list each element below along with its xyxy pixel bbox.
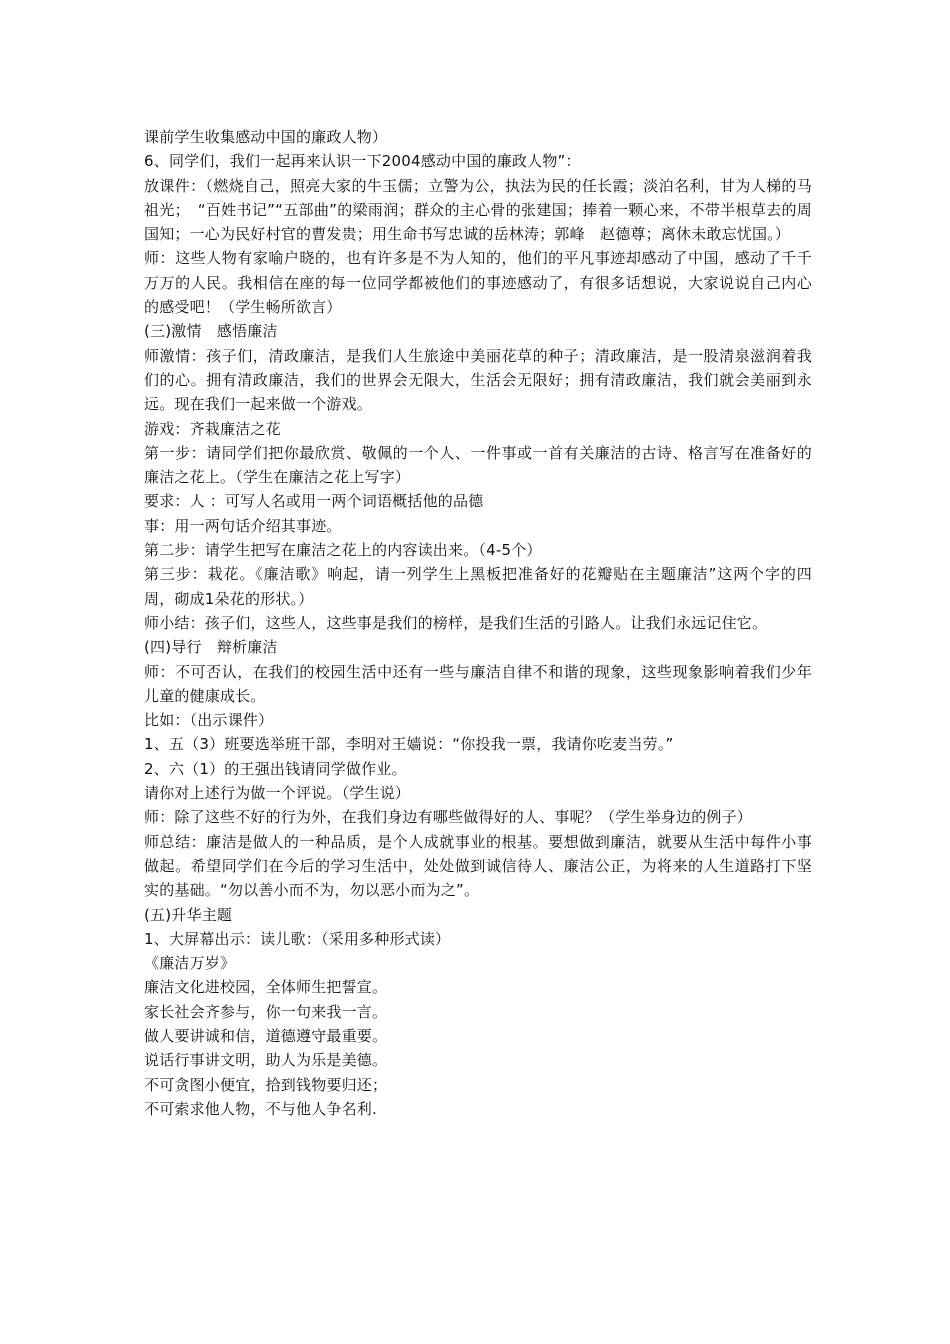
paragraph-teacher-inspire: 师激情：孩子们，清政廉洁，是我们人生旅途中美丽花草的种子；清政廉洁，是一股清泉滋润着我们的心。拥有清政廉洁，我们的世界会无限大，生活会无限好；拥有清政廉洁，我们就会美丽到永远。现在我们一起来做一个游戏。 — [144, 346, 812, 414]
paragraph-requirement-event: 事：用一两句话介绍其事迹。 — [144, 516, 342, 535]
section-heading-4: (四)导行 辩析廉洁 — [144, 638, 278, 657]
document-body — [144, 125, 812, 1121]
paragraph-teacher-summary: 师小结：孩子们，这些人，这些事是我们的榜样，是我们生活的引路人。让我们永远记住它。 — [144, 613, 768, 632]
paragraph-step-1: 第一步：请同学们把你最欣赏、敬佩的一个人、一件事或一首有关廉洁的古诗、格言写在准备好的廉洁之花上。（学生在廉洁之花上写字） — [144, 443, 812, 487]
paragraph-screen-display: 1、大屏幕出示：读儿歌：（采用多种形式读） — [144, 929, 451, 948]
paragraph-example-intro: 比如：（出示课件） — [144, 711, 274, 730]
section-heading-3: (三)激情 感悟廉洁 — [144, 322, 278, 341]
paragraph-example-1: 1、五（3）班要选举班干部，李明对王嫱说：“你投我一票，我请你吃麦当劳。” — [144, 735, 674, 754]
paragraph-teacher-question: 师：除了这些不好的行为外，在我们身边有哪些做得好的人、事呢？（学生举身边的例子） — [144, 808, 753, 827]
poem-line: 家长社会齐参与，你一句来我一言。 — [144, 1002, 388, 1021]
poem-line: 说话行事讲文明，助人为乐是美德。 — [144, 1051, 388, 1070]
paragraph-step-2: 第二步：请学生把写在廉洁之花上的内容读出来。（4-5个） — [144, 541, 542, 560]
paragraph-teacher-remark: 师：这些人物有家喻户晓的，也有许多是不为人知的，他们的平凡事迹却感动了中国，感动了千千万万的人民。我相信在座的每一位同学都被他们的事迹感动了，有很多话想说，大家说说自己内心的感受吧！（学生畅所欲言） — [144, 249, 812, 317]
paragraph-example-2: 2、六（1）的王强出钱请同学做作业。 — [144, 759, 407, 778]
paragraph-intro-note: 课前学生收集感动中国的廉政人物） — [144, 128, 388, 146]
poem-line: 不可贪图小便宜，拾到钱物要归还； — [144, 1075, 388, 1094]
poem-title: 《廉洁万岁》 — [144, 954, 236, 973]
poem-line: 做人要讲诚和信，道德遵守最重要。 — [144, 1026, 388, 1045]
paragraph-requirement-person: 要求：人 ：可写人名或用一两个词语概括他的品德 — [144, 492, 484, 511]
paragraph-teacher-conclusion: 师总结：廉洁是做人的一种品质，是个人成就事业的根基。要想做到廉洁，就要从生活中每件小事做起。希望同学们在今后的学习生活中，处处做到诚信待人、廉洁公正，为将来的人生道路打下坚实的基础。“勿以善小而不为，勿以恶小而为之”。 — [144, 832, 812, 900]
poem-line: 不可索求他人物，不与他人争名利. — [144, 1099, 377, 1118]
poem-line: 廉洁文化进校园，全体师生把誓宣。 — [144, 978, 388, 997]
paragraph-game-title: 游戏：齐栽廉洁之花 — [144, 419, 281, 438]
paragraph-item-6: 6、同学们，我们一起再来认识一下2004感动中国的廉政人物”： — [144, 152, 581, 171]
paragraph-teacher-note: 师：不可否认，在我们的校园生活中还有一些与廉洁自律不和谐的现象，这些现象影响着我们少年儿童的健康成长。 — [144, 662, 812, 705]
paragraph-comment-prompt: 请你对上述行为做一个评说。（学生说） — [144, 784, 411, 803]
section-heading-5: (五)升华主题 — [144, 905, 233, 924]
paragraph-courseware-list: 放课件：（燃烧自己，照亮大家的牛玉儒；立警为公，执法为民的任长霞；淡泊名利，甘为人梯的马祖光； “百姓书记”“五部曲”的梁雨润；群众的主心骨的张建国；捧着一颗心来，不带半根草去的周国知；一心为民好村官的曹发贵；用生命书写忠诚的岳林涛；郭峰 赵德尊；离休未敢忘忧国。） — [144, 176, 812, 244]
paragraph-step-3: 第三步：栽花。《廉洁歌》响起，请一列学生上黑板把准备好的花瓣贴在主题廉洁”这两个字的四周，砌成1朵花的形状。） — [144, 565, 812, 608]
